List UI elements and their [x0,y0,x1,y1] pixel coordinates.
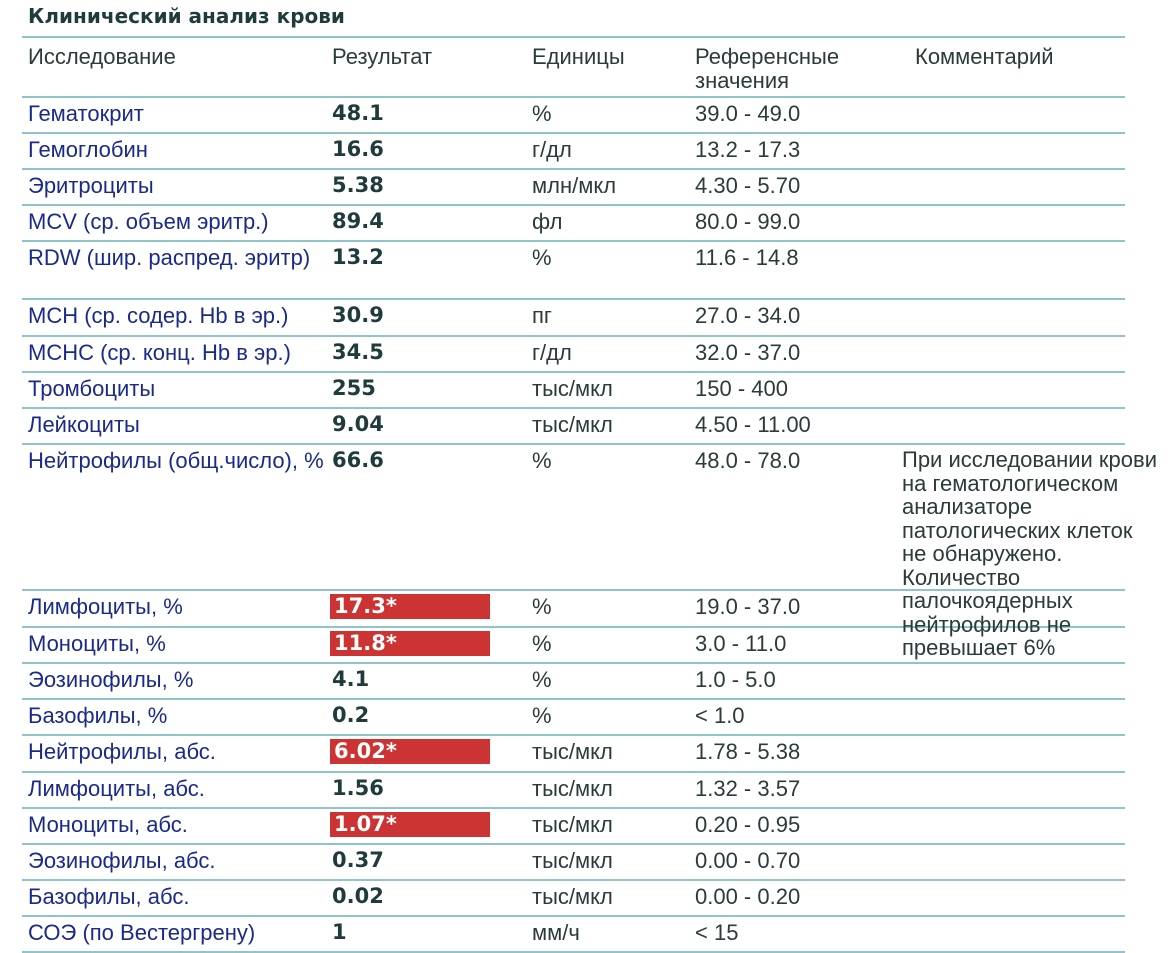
results-table [22,36,1157,953]
table-row [22,206,1125,240]
test-name: СОЭ (по Вестергрену) [28,920,256,945]
test-reference: 0.20 - 0.95 [695,812,801,837]
header-result: Результат [332,44,433,69]
test-reference: 39.0 - 49.0 [695,101,801,126]
table-row [22,809,1125,843]
test-name: Эозинофилы, % [28,667,194,692]
test-result [332,594,492,619]
test-result: 4.1 [332,667,370,691]
abnormal-result-badge: 1.07* [330,812,490,837]
test-reference: 0.00 - 0.20 [695,884,801,909]
test-result: 0.02 [332,884,384,908]
test-result: 30.9 [332,303,384,327]
test-result: 48.1 [332,101,384,125]
header-unit: Единицы [532,44,625,69]
table-row [22,881,1125,915]
table-row [22,242,1125,298]
table-row [22,300,1125,335]
test-result: 66.6 [332,448,384,472]
test-name: Гематокрит [28,101,144,126]
test-result [332,631,492,656]
test-comment: При исследовании крови на гематологическом анализаторе патологических клеток не обнаружено. Количество палочкоядерных нейтрофилов не превышает 6% [902,447,1157,660]
test-result [332,812,492,837]
test-unit: тыс/мкл [532,848,613,873]
table-row [22,664,1125,698]
test-result: 255 [332,376,376,400]
table-row [22,337,1125,371]
test-name: Базофилы, % [28,703,168,728]
test-result: 1 [332,920,347,944]
page-title: Клинический анализ крови [28,4,345,28]
test-name: Эритроциты [28,173,154,198]
test-unit: % [532,448,552,473]
test-reference: 1.78 - 5.38 [695,739,801,764]
test-name: Лимфоциты, % [28,594,183,619]
table-header [22,38,1125,96]
test-name: Лимфоциты, абс. [28,776,205,801]
test-name: RDW (шир. распред. эритр) [28,245,311,270]
table-row [22,917,1125,951]
test-reference: 13.2 - 17.3 [695,137,801,162]
test-name: Нейтрофилы (общ.число), % [28,448,324,473]
test-unit: млн/мкл [532,173,617,198]
table-row [22,773,1125,807]
test-unit: % [532,101,552,126]
test-name: Нейтрофилы, абс. [28,739,216,764]
table-row [22,591,1125,626]
table-row [22,373,1125,407]
abnormal-result-badge: 17.3* [330,594,490,619]
test-result: 5.38 [332,173,384,197]
table-row [22,134,1125,168]
test-unit: тыс/мкл [532,884,613,909]
test-reference: < 1.0 [695,703,745,728]
test-name: MCHC (ср. конц. Hb в эр.) [28,340,291,365]
test-name: Базофилы, абс. [28,884,190,909]
table-row [22,845,1125,879]
test-name: Моноциты, абс. [28,812,188,837]
test-reference: 80.0 - 99.0 [695,209,801,234]
test-reference: 150 - 400 [695,376,788,401]
test-unit: фл [532,209,563,234]
test-result: 16.6 [332,137,384,161]
test-unit: пг [532,303,552,328]
test-reference: 32.0 - 37.0 [695,340,801,365]
header-name: Исследование [28,44,176,69]
test-unit: тыс/мкл [532,376,613,401]
test-name: Эозинофилы, абс. [28,848,216,873]
test-reference: 4.50 - 11.00 [695,412,811,437]
test-result: 0.2 [332,703,370,727]
test-reference: 48.0 - 78.0 [695,448,801,473]
table-row [22,409,1125,443]
test-result [332,739,492,764]
table-row [22,628,1125,662]
test-name: Гемоглобин [28,137,148,162]
test-result: 13.2 [332,245,384,269]
test-result: 9.04 [332,412,384,436]
test-unit: г/дл [532,340,572,365]
test-reference: 1.32 - 3.57 [695,776,801,801]
test-unit: % [532,667,552,692]
test-name: Лейкоциты [28,412,140,437]
abnormal-result-badge: 6.02* [330,739,490,764]
test-reference: 3.0 - 11.0 [695,631,787,656]
test-unit: % [532,245,552,270]
test-unit: тыс/мкл [532,412,613,437]
test-result: 34.5 [332,340,384,364]
test-name: MCV (ср. объем эритр.) [28,209,269,234]
test-unit: % [532,703,552,728]
test-name: Тромбоциты [28,376,156,401]
test-reference: 11.6 - 14.8 [695,245,799,270]
test-reference: < 15 [695,920,739,945]
test-unit: г/дл [532,137,572,162]
header-ref: Референсные значения [695,44,840,93]
header-comment: Комментарий [915,44,1054,69]
test-result: 0.37 [332,848,384,872]
test-name: MCH (ср. содер. Hb в эр.) [28,303,289,328]
test-unit: тыс/мкл [532,812,613,837]
test-unit: тыс/мкл [532,739,613,764]
table-body [22,96,1157,953]
test-unit: % [532,594,552,619]
test-reference: 1.0 - 5.0 [695,667,776,692]
test-unit: тыс/мкл [532,776,613,801]
test-unit: % [532,631,552,656]
test-reference: 19.0 - 37.0 [695,594,801,619]
test-result: 89.4 [332,209,384,233]
test-reference: 4.30 - 5.70 [695,173,801,198]
test-name: Моноциты, % [28,631,166,656]
abnormal-result-badge: 11.8* [330,631,490,656]
table-row [22,700,1125,734]
test-reference: 0.00 - 0.70 [695,848,801,873]
table-row [22,170,1125,204]
test-reference: 27.0 - 34.0 [695,303,801,328]
table-row [22,736,1125,771]
test-unit: мм/ч [532,920,580,945]
table-row [22,98,1125,132]
test-result: 1.56 [332,776,384,800]
